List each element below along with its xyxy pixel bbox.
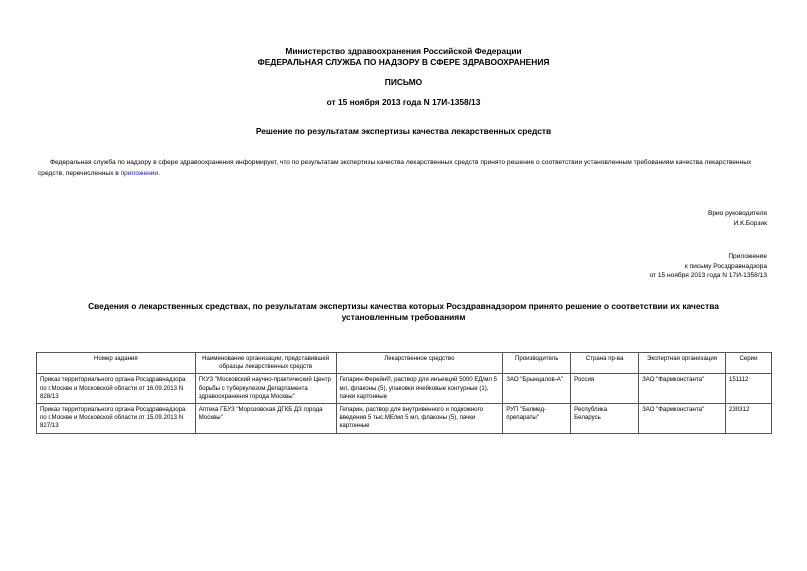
- header-expert-org: Экспертная организация: [639, 353, 726, 374]
- cell-task-number: Приказ территориального органа Росздравнадзора по г.Москве и Московской области от 16.09.2013 N 828/13: [37, 374, 196, 404]
- cell-country: Россия: [571, 374, 639, 404]
- drugs-table: [36, 352, 772, 434]
- signature-name: И.К.Борзик: [733, 219, 767, 227]
- table-row: [37, 374, 772, 404]
- cell-expert-org: ЗАО "Фармконстанта": [639, 374, 726, 404]
- document-type: ПИСЬМО: [384, 77, 423, 87]
- cell-organization: Аптека ГБУЗ "Морозовская ДГКБ ДЗ города Москвы": [195, 404, 336, 434]
- appendix-block: [649, 252, 767, 281]
- header-drug: Лекарственное средство: [336, 353, 503, 374]
- table-row: [37, 404, 772, 434]
- cell-organization: ГКУЗ "Московский научно-практический Центр борьбы с туберкулезом Департамента здравоохранения города Москвы": [195, 374, 336, 404]
- header-organization: Наименование организации, представившей образцы лекарственных средств: [195, 353, 336, 374]
- appendix-to-letter: к письму Росздравнадзора: [684, 262, 767, 270]
- header-country: Страна пр-ва: [571, 353, 639, 374]
- section-title: Сведения о лекарственных средствах, по результатам экспертизы качества которых Росздравнадзором принято решение о соответствии их качества установленным требованиям: [88, 301, 719, 322]
- document-title: Решение по результатам экспертизы качества лекарственных средств: [255, 126, 552, 136]
- cell-series: 230312: [726, 404, 772, 434]
- header-manufacturer: Производитель: [503, 353, 571, 374]
- body-paragraph: [38, 158, 778, 179]
- cell-manufacturer: РУП "Белмед-препараты": [503, 404, 571, 434]
- paragraph-text: Федеральная служба по надзору в сфере здравоохранения информирует, что по результатам экспертизы качества лекарственных средств принято решение о соответствии установленным требованиям качества лекарственных средств, перечисленных в: [38, 159, 752, 177]
- ministry-name: Министерство здравоохранения Российской Федерации: [285, 46, 522, 56]
- paragraph-end: .: [158, 169, 160, 177]
- appendix-ref: от 15 ноября 2013 года N 17И-1358/13: [649, 272, 767, 279]
- appendix-link[interactable]: приложении: [120, 169, 159, 177]
- cell-drug: Гепарин-Ферейн®, раствор для инъекций 5000 ЕД/мл 5 мл, флаконы (5), упаковки ячейковые контурные (1), пачки картонные: [336, 374, 503, 404]
- cell-drug: Гепарин, раствор для внутривенного и подкожного введения 5 тыс.МЕ/мл 5 мл, флаконы (5), пачки картонные: [336, 404, 503, 434]
- appendix-label: Приложение: [728, 253, 767, 260]
- header-series: Серии: [726, 353, 772, 374]
- header-task-number: Номер задания: [37, 353, 196, 374]
- signature-position: Врио руководителя: [707, 210, 767, 217]
- cell-expert-org: ЗАО "Фармконстанта": [639, 404, 726, 434]
- cell-manufacturer: ЗАО "Брынцалов-А": [503, 374, 571, 404]
- cell-series: 151112: [726, 374, 772, 404]
- signature-block: [708, 209, 767, 228]
- cell-task-number: Приказ территориального органа Росздравнадзора по г.Москве и Московской области от 15.09.2013 N 827/13: [37, 404, 196, 434]
- cell-country: Республика Беларусь: [571, 404, 639, 434]
- service-name: ФЕДЕРАЛЬНАЯ СЛУЖБА ПО НАДЗОРУ В СФЕРЕ ЗДРАВООХРАНЕНИЯ: [257, 57, 550, 67]
- document-date-number: от 15 ноября 2013 года N 17И-1358/13: [326, 97, 481, 107]
- table-header-row: [37, 353, 772, 374]
